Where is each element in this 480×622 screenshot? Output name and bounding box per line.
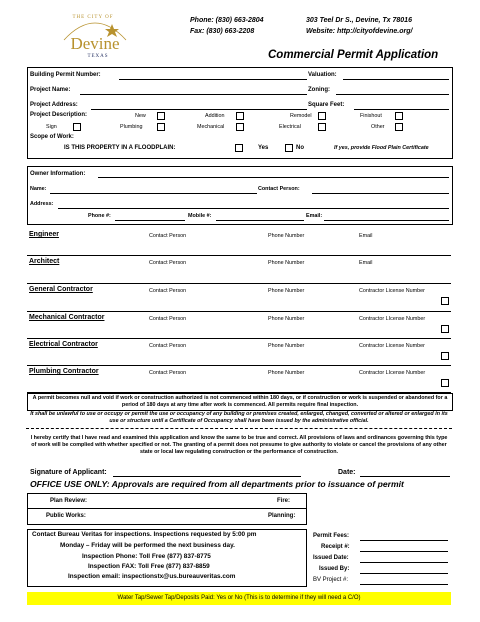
floodplain-yes-checkbox[interactable] [235, 144, 243, 152]
contractor-checkbox[interactable] [441, 325, 449, 333]
receipt-label: Receipt #: [321, 544, 350, 550]
option-remodel-label: Remodel [290, 113, 312, 119]
owner-email-label: Email: [306, 213, 323, 219]
bureau-line-2: Monday – Friday will be performed the next business day. [60, 542, 235, 549]
project-address-field[interactable] [91, 101, 307, 110]
contractor-row [27, 366, 451, 393]
floodplain-no-label: No [296, 145, 304, 151]
owner-phone-label: Phone #: [88, 213, 111, 219]
contractor-contact: Contact Person [149, 370, 187, 376]
owner-address-label: Address: [30, 201, 54, 207]
contractor-role: Engineer [29, 231, 59, 238]
contractor-contact: Contact Person [149, 316, 187, 322]
owner-address-field[interactable] [58, 200, 449, 209]
plan-review-label: Plan Review: [50, 498, 88, 504]
unlawful-notice: It shall be unlawful to use or occupy or permit the use or occupancy of any building or premises created, enlarged, changed, converted or altered or enlarged in its use or structure until a Certificate of Occupancy shall have been issued by the administrative official. [30, 411, 448, 424]
owner-name-label: Name: [30, 186, 47, 192]
issued-date-field[interactable] [360, 554, 448, 563]
contractor-contact: Contact Person [149, 233, 187, 239]
bv-project-field[interactable] [360, 576, 448, 585]
owner-name-field[interactable] [50, 185, 257, 194]
certification-text: I hereby certify that I have read and examined this application and know the same to be true and correct. All provisions of laws and ordinances governing this type of work will be complied with whether specified or not. The granting of a permit does not presume to give authority to violate or cancel the provisions of any other state or local law regulating construction or the performance of construction. [30, 435, 448, 455]
contractor-contact: Contact Person [149, 343, 187, 349]
owner-mobile-label: Mobile #: [188, 213, 212, 219]
option-sign-checkbox[interactable] [73, 123, 81, 131]
address-text: 303 Teel Dr S., Devine, Tx 78016 [306, 17, 412, 24]
floodplain-yes-label: Yes [258, 145, 269, 151]
contractor-extra: Email [359, 233, 373, 239]
footer-bar: Water Tap/Sewer Tap/Deposits Paid: Yes or No (This is to determine if they will need a C/O) [27, 592, 451, 605]
option-sign-label: Sign [46, 124, 57, 130]
contractor-checkbox[interactable] [441, 297, 449, 305]
owner-info-field[interactable] [98, 169, 449, 178]
permit-void-notice: A permit becomes null and void if work or construction authorized is not commenced within 180 days, or if construction or work is suspended or abandoned for a period of 180 days at any time after work is commenced. All permits require final inspection. [27, 393, 453, 411]
fax-text: Fax: (830) 663-2208 [190, 28, 255, 35]
owner-email-field[interactable] [324, 212, 449, 221]
square-feet-field[interactable] [354, 101, 449, 110]
building-permit-number-label: Building Permit Number: [30, 72, 101, 78]
contractor-row [27, 312, 451, 339]
divider [26, 428, 452, 429]
contractor-phone: Phone Number [268, 370, 305, 376]
owner-contact-person-field[interactable] [312, 185, 449, 194]
option-electrical-checkbox[interactable] [318, 123, 326, 131]
bv-project-label: BV Project #: [313, 577, 349, 583]
approvals-divider [27, 508, 307, 509]
public-works-label: Public Works: [46, 513, 86, 519]
contractor-row [27, 256, 451, 284]
contractor-phone: Phone Number [268, 260, 305, 266]
city-logo [52, 10, 138, 62]
logo-name: Devine [70, 34, 120, 53]
option-other-label: Other [371, 124, 385, 130]
bureau-line-5: Inspection email: inspectionstx@us.bureauveritas.com [68, 573, 236, 580]
scope-of-work-label: Scope of Work: [30, 134, 74, 140]
issued-date-label: Issued Date: [313, 555, 349, 561]
building-permit-number-field[interactable] [119, 71, 307, 80]
contractor-contact: Contact Person [149, 260, 187, 266]
page-title: Commercial Permit Application [268, 49, 439, 61]
signature-field[interactable] [113, 468, 301, 477]
fire-label: Fire: [277, 498, 291, 504]
option-plumbing-label: Plumbing [120, 124, 143, 130]
project-address-label: Project Address: [30, 102, 78, 108]
option-addition-label: Addition [205, 113, 225, 119]
bureau-line-4: Inspection FAX: Toll Free (877) 837-8859 [88, 563, 210, 570]
option-mechanical-label: Mechanical [197, 124, 225, 130]
option-finishout-checkbox[interactable] [395, 112, 403, 120]
contractor-phone: Phone Number [268, 288, 305, 294]
option-remodel-checkbox[interactable] [318, 112, 326, 120]
contractor-row [27, 339, 451, 366]
project-name-label: Project Name: [30, 87, 71, 93]
option-new-checkbox[interactable] [157, 112, 165, 120]
contractor-phone: Phone Number [268, 316, 305, 322]
bureau-line-3: Inspection Phone: Toll Free (877) 837-8775 [82, 553, 211, 560]
project-description-label: Project Description: [30, 112, 88, 118]
contractor-checkbox[interactable] [441, 379, 449, 387]
date-label: Date: [338, 469, 356, 476]
valuation-field[interactable] [343, 71, 449, 80]
contractor-role: Mechanical Contractor [29, 314, 105, 321]
website-text: Website: http://cityofdevine.org/ [306, 28, 413, 35]
owner-phone-field[interactable] [115, 212, 185, 221]
project-name-field[interactable] [80, 86, 307, 95]
date-field[interactable] [360, 468, 450, 477]
signature-label: Signature of Applicant: [30, 469, 107, 476]
owner-mobile-field[interactable] [216, 212, 304, 221]
contractor-contact: Contact Person [149, 288, 187, 294]
square-feet-label: Square Feet: [308, 102, 345, 108]
contractor-phone: Phone Number [268, 343, 305, 349]
zoning-field[interactable] [336, 86, 449, 95]
contractor-extra: Contractor License Number [359, 343, 425, 349]
option-addition-checkbox[interactable] [236, 112, 244, 120]
contractors-table [27, 229, 451, 393]
contractor-extra: Contractor License Number [359, 288, 425, 294]
contractor-phone: Phone Number [268, 233, 305, 239]
logo-bottom-text: TEXAS [87, 54, 109, 59]
phone-text: Phone: (830) 663-2804 [190, 17, 264, 24]
contractor-extra: Email [359, 260, 373, 266]
contractor-row [27, 284, 451, 312]
office-use-heading: OFFICE USE ONLY: Approvals are required from all departments prior to issuance of permit [30, 479, 404, 489]
planning-label: Planning: [268, 513, 296, 519]
option-plumbing-checkbox[interactable] [157, 123, 165, 131]
logo-top-text: THE CITY OF [72, 15, 114, 20]
contractor-extra: Contractor LIcense Number [359, 316, 426, 322]
contractor-role: General Contractor [29, 286, 93, 293]
contractor-row [27, 229, 451, 256]
contractor-extra: Contractor LIcense Number [359, 370, 426, 376]
option-mechanical-checkbox[interactable] [236, 123, 244, 131]
owner-info-label: Owner Information: [30, 171, 86, 177]
zoning-label: Zoning: [308, 87, 330, 93]
bureau-line-1: Contact Bureau Veritas for inspections. Inspections requested by 5:00 pm [32, 531, 257, 538]
contractor-role: Plumbing Contractor [29, 368, 99, 375]
receipt-field[interactable] [360, 543, 448, 552]
option-new-label: New [135, 113, 146, 119]
valuation-label: Valuation: [308, 72, 337, 78]
contractor-checkbox[interactable] [441, 352, 449, 360]
option-finishout-label: Finishout [360, 113, 382, 119]
issued-by-label: Issued By: [319, 566, 350, 572]
floodplain-note: If yes, provide Flood Plain Certificate [334, 145, 429, 151]
option-other-checkbox[interactable] [395, 123, 403, 131]
floodplain-question: IS THIS PROPERTY IN A FLOODPLAIN: [64, 145, 176, 151]
contractor-role: Electrical Contractor [29, 341, 98, 348]
floodplain-no-checkbox[interactable] [285, 144, 293, 152]
issued-by-field[interactable] [360, 565, 448, 574]
owner-contact-person-label: Contact Person: [258, 186, 300, 192]
option-electrical-label: Electrical [279, 124, 301, 130]
permit-fees-label: Permit Fees: [313, 533, 350, 539]
permit-fees-field[interactable] [360, 532, 448, 541]
contractor-role: Architect [29, 258, 60, 265]
